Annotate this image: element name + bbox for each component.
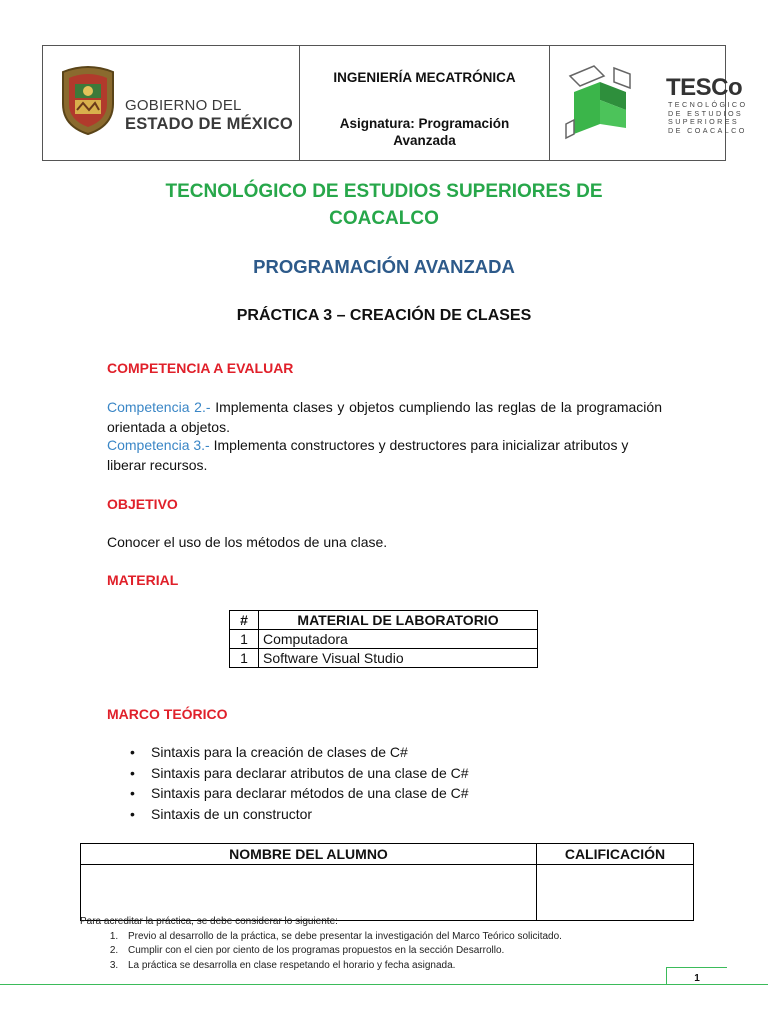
objetivo-heading: OBJETIVO [107,496,178,512]
material-name: Computadora [259,630,538,649]
gov-line2: ESTADO DE MÉXICO [125,115,293,133]
competencia-2-text: Implementa clases y objetos cumpliendo las reglas de la programación orientada a objetos. [107,399,662,435]
list-item: 2. Cumplir con el cien por ciento de los programas propuestos en la sección Desarrollo. [121,944,562,959]
notes-intro: Para acreditar la práctica, se debe considerar lo siguiente: [80,916,338,927]
competencia-3-label: Competencia 3.- [107,437,210,453]
institution-title [60,178,708,232]
list-item: • Sintaxis de un constructor [130,804,469,825]
competencia-2-label: Competencia 2.- [107,399,211,415]
table-row [81,865,694,921]
objetivo-text: Conocer el uso de los métodos de una clase. [107,534,388,550]
footer-divider [0,984,768,985]
tesco-logo-icon [564,62,638,142]
material-table-header [230,611,538,630]
material-qty: 1 [230,649,259,668]
header-table [42,45,748,161]
notes-list [80,930,562,974]
gov-line1: GOBIERNO DEL [125,97,242,114]
student-name-cell[interactable] [81,865,537,921]
tesco-wordmark: TESCo [666,74,743,101]
student-col-name: NOMBRE DEL ALUMNO [81,844,537,865]
institution-title-line2: COACALCO [329,208,439,229]
practice-title: PRÁCTICA 3 – CREACIÓN DE CLASES [236,307,532,324]
table-row [230,649,538,668]
state-coat-of-arms-icon [57,64,119,136]
list-item: 3. La práctica se desarrolla en clase respetando el horario y fecha asignada. [121,959,562,974]
tesco-sub-line: DE ESTUDIOS [668,108,744,118]
page-number: 1 [666,967,727,985]
list-item: • Sintaxis para declarar métodos de una clase de C# [130,783,469,804]
tesco-sub-line: DE COACALCO [668,125,747,135]
subject-line1: Asignatura: Programación [339,116,510,131]
material-name: Software Visual Studio [259,649,538,668]
subject-label [300,115,549,149]
government-logo-text [125,96,293,134]
institution-title-line1: TECNOLÓGICO DE ESTUDIOS SUPERIORES DE [165,181,603,202]
table-row [230,630,538,649]
list-item: • Sintaxis para declarar atributos de una clase de C# [130,763,469,784]
list-item: • Sintaxis para la creación de clases de C# [130,742,469,763]
student-col-grade: CALIFICACIÓN [537,844,694,865]
notes [80,915,562,973]
header-left-cell [43,46,300,160]
material-heading: MATERIAL [107,572,179,588]
material-col-num: # [230,611,259,630]
competencia-3 [107,436,662,475]
course-title: PROGRAMACIÓN AVANZADA [253,256,515,277]
header-center-cell [300,46,550,160]
student-grade-cell[interactable] [537,865,694,921]
tesco-sub-line: TECNOLÓGICO [668,100,748,109]
material-table [229,610,538,668]
student-table-header [81,844,694,865]
material-col-name: MATERIAL DE LABORATORIO [259,611,538,630]
tesco-subtitle [668,101,748,135]
subject-line2: Avanzada [393,133,456,148]
material-qty: 1 [230,630,259,649]
competencia-heading: COMPETENCIA A EVALUAR [107,360,294,376]
tesco-sub-line: SUPERIORES [668,117,740,126]
marco-list [130,742,469,824]
competencia-3-text: Implementa constructores y destructores para inicializar atributos y liberar recursos. [107,437,629,473]
career-name: INGENIERÍA MECATRÓNICA [333,70,516,85]
competencia-2 [107,398,662,437]
student-table [80,843,694,921]
header-right-cell [550,46,748,160]
marco-heading: MARCO TEÓRICO [107,706,228,722]
list-item: 1. Previo al desarrollo de la práctica, se debe presentar la investigación del Marco Teórico solicitado. [121,930,562,945]
